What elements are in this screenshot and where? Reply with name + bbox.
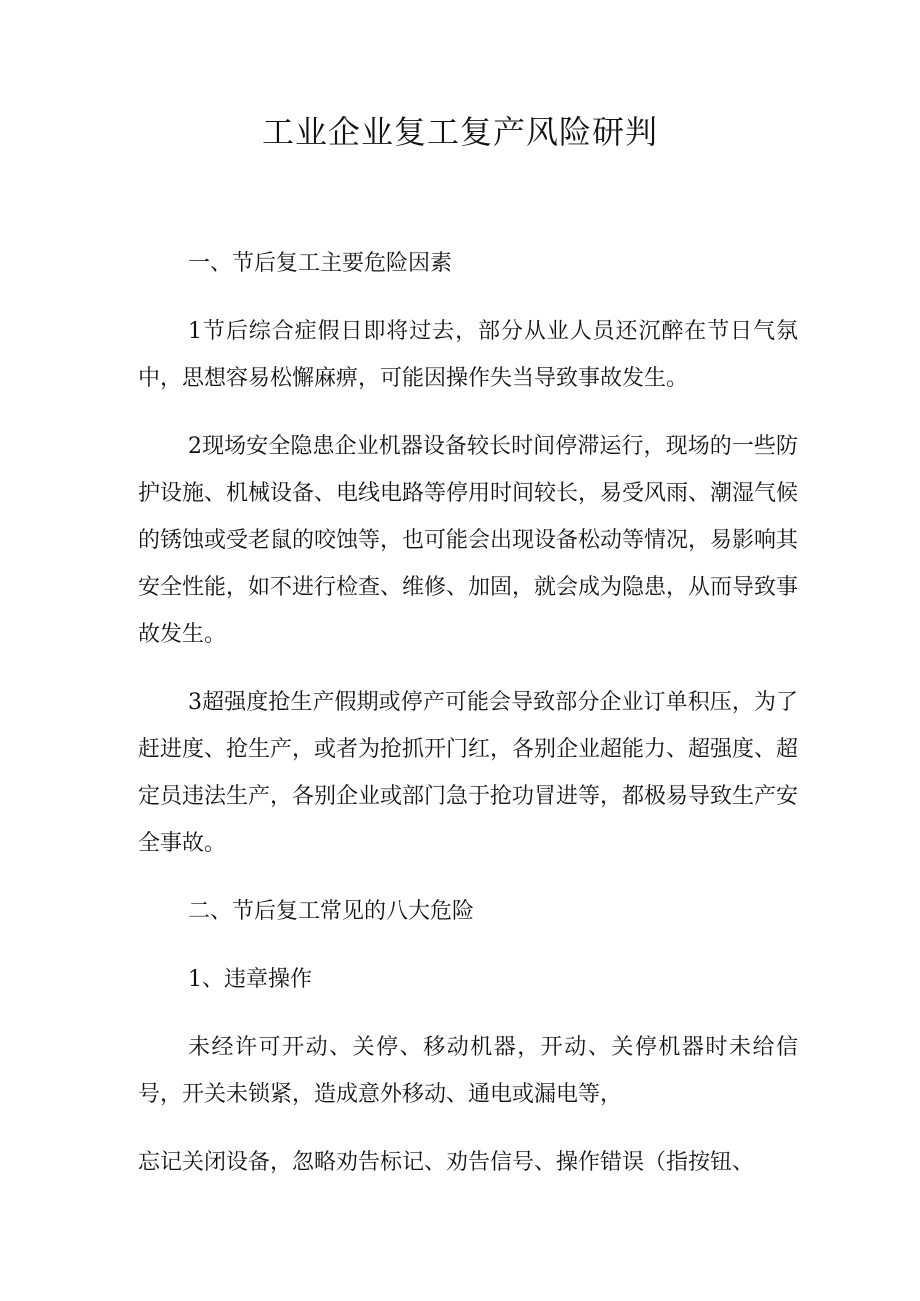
paragraph-4: 未经许可开动、关停、移动机器，开动、关停机器时未给信号，开关未锁紧，造成意外移动、通电或漏电等， — [138, 1035, 798, 1107]
section-heading-1: 一、节后复工主要危险因素 — [188, 251, 453, 276]
subsection-heading-1: 1、违章操作 — [188, 967, 312, 992]
document-body — [138, 240, 798, 1207]
document-title: 工业企业复工复产风险研判 — [261, 113, 658, 151]
paragraph-2: 2现场安全隐患企业机器设备较长时间停滞运行，现场的一些防护设施、机械设备、电线电路等停用时间较长，易受风雨、潮湿气候的锈蚀或受老鼠的咬蚀等，也可能会出现设备松动等情况，易影响其安全性能，如不进行检查、维修、加固，就会成为隐患，从而导致事故发生。 — [138, 434, 799, 647]
paragraph-5: 忘记关闭设备，忽略劝告标记、劝告信号、操作错误（指按钮、 — [138, 1150, 755, 1175]
paragraph-3: 3超强度抢生产假期或停产可能会导致部分企业订单积压，为了赶进度、抢生产，或者为抢抓开门红，各别企业超能力、超强度、超定员违法生产，各别企业或部门急于抢功冒进等，都极易导致生产安全事故。 — [138, 690, 799, 856]
paragraph-1: 1节后综合症假日即将过去，部分从业人员还沉醉在节日气氛中，思想容易松懈麻痹，可能因操作失当导致事故发生。 — [138, 319, 798, 391]
section-heading-2: 二、节后复工常见的八大危险 — [188, 899, 475, 924]
